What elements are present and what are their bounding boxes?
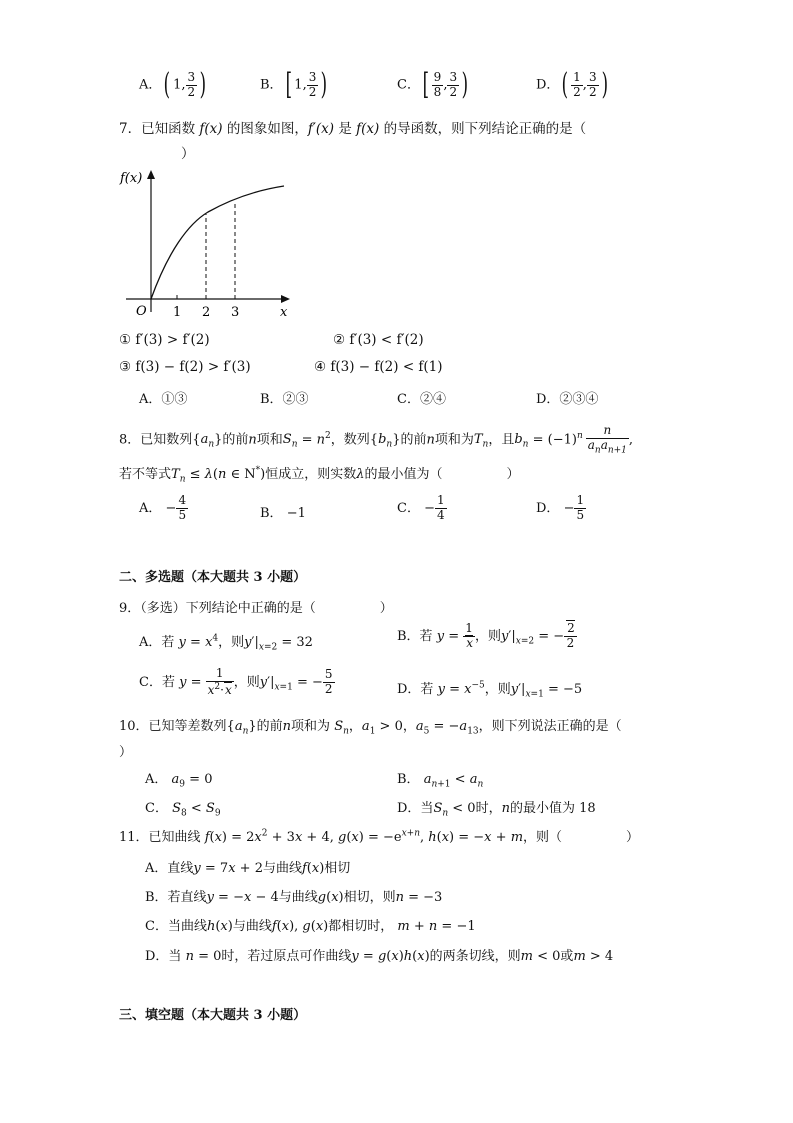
q6-option-d: D．( $\frac{1}{2}$ , $\frac{3}{2}$ ) [536, 67, 608, 102]
tick-label-2: 2 [202, 305, 211, 320]
y-axis-label: f(x) [120, 171, 143, 186]
origin-label: O [136, 304, 147, 319]
q6-option-b: B．[ 1, $\frac{3}{2}$ ) [260, 67, 328, 102]
q7-statement-3: ③ f(3) − f(2) > f′(3) [119, 359, 251, 375]
tick-label-1: 1 [173, 305, 182, 320]
x-axis-arrow [281, 295, 290, 303]
q9-option-b: B．若 y = $\frac{1}{x}$ ，则$y'|_{x=2}$ = − $\frac{2}{2}$ [397, 621, 575, 650]
q9-option-c: C．若 y = $\frac{1}{x^2\cdot x}$ ，则$y'|_{x=1}$ = − $\frac{5}{2}$ [139, 666, 333, 697]
q8-option-c: C． − $\frac{1}{4}$ [397, 493, 445, 522]
q7-statement-2: ② f′(3) < f′(2) [333, 332, 424, 348]
q10-option-c: C． $S_8 < S_9$ [145, 801, 221, 819]
function-curve [151, 186, 284, 299]
q8-stem-line1: 8．已知数列$\{a_n\}$的前n项和$S_n = n^2$，数列$\{b_n\}$的前n项和为$T_n$，且$b_n = (-1)^n$ $\frac{n}{a_na_{n+1}}$ , [119, 423, 634, 456]
q7-option-c: C．②④ [397, 392, 446, 407]
q11-option-d: D．当 n = 0时，若过原点可作曲线y = g(x)h(x)的两条切线，则m < 0或m > 4 [145, 949, 614, 964]
q8-option-d: D． − $\frac{1}{5}$ [536, 493, 585, 522]
q7-option-d: D．②③④ [536, 392, 599, 407]
q9-stem: 9．（多选）下列结论中正确的是（ ） [119, 601, 393, 616]
y-axis-arrow [147, 170, 155, 179]
q9-option-d: D．若 $y = x^{-5}$，则$y'|_{x=1} = -5$ [397, 680, 583, 700]
section-heading-fill-in: 三、填空题（本大题共 3 小题） [119, 1008, 307, 1023]
q7-function-graph [118, 162, 298, 322]
q10-option-a: A． $a_9 = 0$ [145, 772, 213, 790]
q9-option-a: A．若 $y = x^4$，则$y'|_{x=2} = 32$ [139, 633, 313, 653]
section-heading-multiple-choice: 二、多选题（本大题共 3 小题） [119, 570, 307, 585]
q8-option-b: B． −1 [260, 506, 306, 521]
q11-stem: 11．已知曲线 $f(x) = 2x^2 + 3x + 4$, $g(x) = -e^{x+n}$, h(x) = −x + m，则（ ） [119, 828, 640, 845]
q11-option-c: C．当曲线h(x)与曲线f(x), g(x)都相切时， m + n = −1 [145, 919, 476, 934]
q8-stem-line2: 若不等式$T_n \le \lambda(n$ ∈ N*)恒成立，则实数λ的最小值为（ ） [119, 465, 520, 485]
q6-option-a: A．( 1, $\frac{3}{2}$ ) [139, 67, 207, 102]
q10-option-d: D．当$S_n < 0$时，n的最小值为 18 [397, 801, 596, 819]
q11-option-a: A．直线y = 7x + 2与曲线f(x)相切 [145, 861, 351, 876]
q7-stem-close: ） [181, 146, 195, 162]
q7-statement-1: ① f′(3) > f′(2) [119, 332, 210, 348]
q8-option-a: A． − $\frac{4}{5}$ [139, 493, 187, 522]
x-axis-label: x [280, 305, 288, 320]
q10-option-b: B． $a_{n+1} < a_n$ [397, 772, 484, 790]
q10-stem: 10．已知等差数列$\{a_n\}$的前n项和为 $S_n$，$a_1 > 0$，$a_5 = -a_{13}$，则下列说法正确的是（ [119, 719, 622, 737]
q7-stem: 7．已知函数 f(x) 的图象如图，f′(x) 是 f(x) 的导函数，则下列结论正确的是（ [119, 121, 587, 137]
q6-option-c: C．[ $\frac{9}{8}$ , $\frac{3}{2}$ ) [397, 67, 469, 102]
q7-option-a: A．①③ [139, 392, 188, 407]
q11-option-b: B．若直线y = −x − 4与曲线g(x)相切，则n = −3 [145, 890, 443, 905]
tick-label-3: 3 [231, 305, 240, 320]
q10-stem-close: ） [119, 745, 133, 760]
q7-statement-4: ④ f(3) − f(2) < f(1) [314, 359, 443, 375]
q7-option-b: B．②③ [260, 392, 309, 407]
